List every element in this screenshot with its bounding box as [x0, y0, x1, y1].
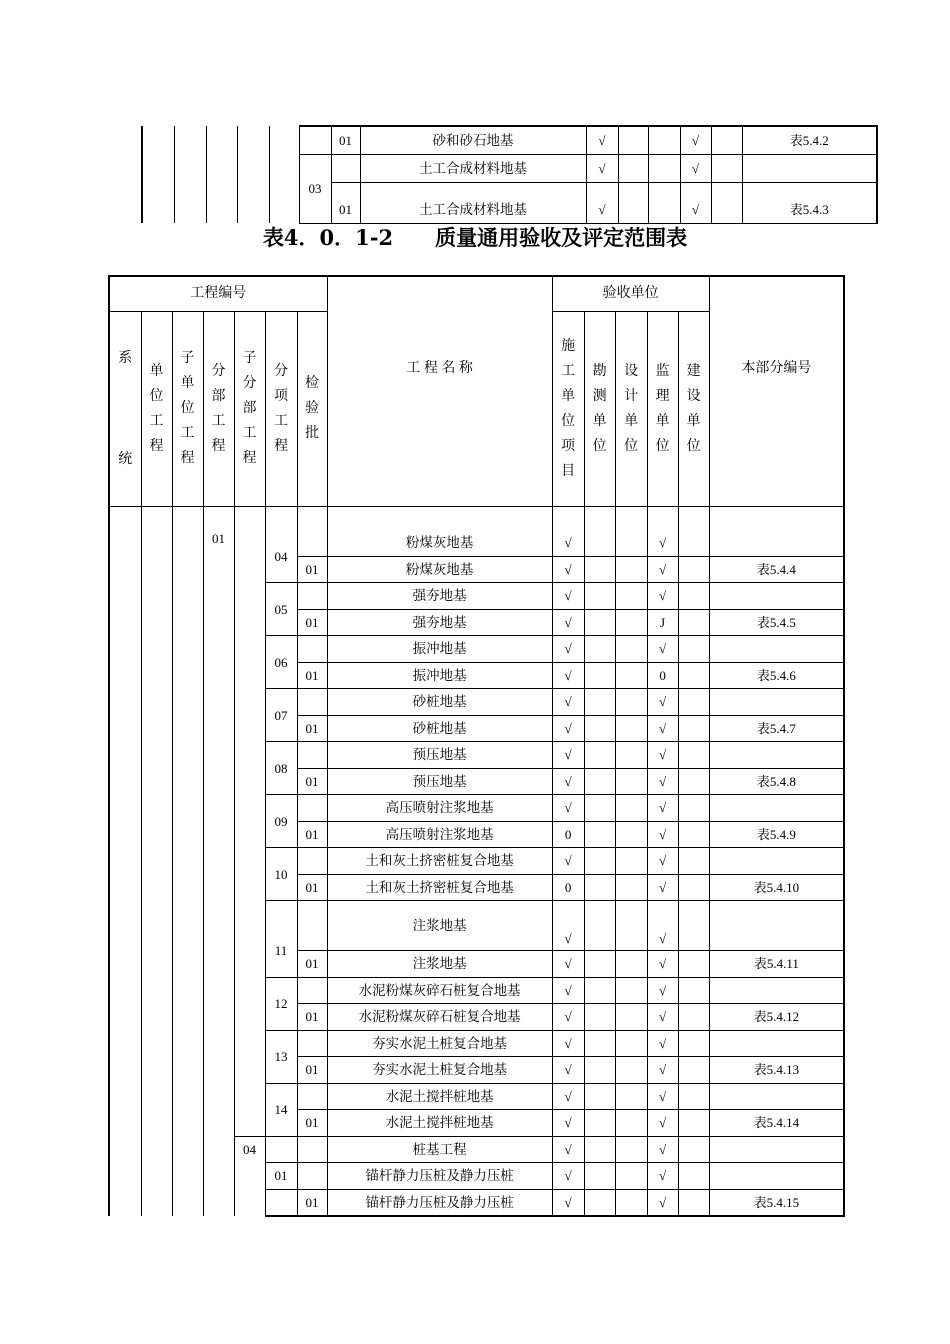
- check-cell: [678, 583, 709, 610]
- section-code-cell: [742, 154, 877, 182]
- check-cell: [584, 715, 615, 742]
- check-cell: [615, 768, 647, 795]
- check-cell: √: [552, 951, 584, 978]
- check-cell: [678, 1004, 709, 1031]
- inspection-batch-cell: [297, 506, 327, 556]
- check-cell: 0: [647, 662, 678, 689]
- inspection-batch-cell: 01: [297, 556, 327, 583]
- division-header: [203, 311, 234, 506]
- inspection-batch-cell: [297, 583, 327, 610]
- sub-unit-project-header-label: 子单位工程: [180, 351, 195, 466]
- section-code-cell: 表5.4.6: [709, 662, 844, 689]
- check-cell: [678, 1110, 709, 1137]
- sub-item-cell: [299, 126, 331, 154]
- check-cell: [678, 901, 709, 951]
- check-cell: [584, 874, 615, 901]
- table-header: [109, 276, 844, 506]
- check-cell: √: [647, 506, 678, 556]
- project-numbering-header: 工程编号: [109, 276, 327, 311]
- check-cell: J: [647, 609, 678, 636]
- item-name-cell: 桩基工程: [327, 1136, 552, 1163]
- inspection-batch-cell: 01: [297, 1057, 327, 1084]
- sub-item-cell: 09: [265, 795, 297, 848]
- unit-project-header-label: 单位工程: [149, 363, 164, 454]
- inspection-batch-cell: 01: [297, 1004, 327, 1031]
- check-cell: [615, 977, 647, 1004]
- check-cell: √: [647, 821, 678, 848]
- check-cell: [711, 154, 742, 182]
- unit-project-cell: [174, 126, 206, 223]
- check-cell: [678, 715, 709, 742]
- sub-item-cell: 03: [299, 154, 331, 223]
- check-cell: [678, 768, 709, 795]
- table-row: [109, 506, 844, 556]
- check-cell: √: [647, 1110, 678, 1137]
- inspection-batch-cell: [297, 848, 327, 875]
- check-cell: [615, 1030, 647, 1057]
- sub-item-cell: 05: [265, 583, 297, 636]
- check-cell: [584, 1030, 615, 1057]
- check-cell: [615, 795, 647, 822]
- section-code-cell: [709, 742, 844, 769]
- item-name-cell: 水泥土搅拌桩地基: [327, 1110, 552, 1137]
- supervision-unit-header: [647, 311, 678, 506]
- item-name-cell: 夯实水泥土桩复合地基: [327, 1057, 552, 1084]
- check-cell: √: [647, 951, 678, 978]
- check-cell: [678, 662, 709, 689]
- check-cell: [615, 715, 647, 742]
- sub-unit-project-cell: [172, 506, 203, 1216]
- check-cell: [615, 901, 647, 951]
- section-code-cell: [709, 506, 844, 556]
- check-cell: [615, 742, 647, 769]
- check-cell: √: [552, 768, 584, 795]
- sub-item-cell: 01: [265, 1163, 297, 1190]
- inspection-batch-cell: [297, 1163, 327, 1190]
- check-cell: [678, 848, 709, 875]
- check-cell: [615, 506, 647, 556]
- check-cell: √: [552, 1083, 584, 1110]
- unit-project-header: [141, 311, 172, 506]
- item-name-cell: 注浆地基: [327, 951, 552, 978]
- check-cell: [584, 768, 615, 795]
- check-cell: [615, 848, 647, 875]
- check-cell: [678, 951, 709, 978]
- check-cell: [678, 1030, 709, 1057]
- check-cell: [584, 1189, 615, 1216]
- check-cell: √: [647, 742, 678, 769]
- section-code-cell: [709, 1030, 844, 1057]
- check-cell: [584, 821, 615, 848]
- check-cell: √: [647, 1163, 678, 1190]
- section-code-cell: [709, 795, 844, 822]
- check-cell: [615, 821, 647, 848]
- table-title: 表4．0．1-2 质量通用验收及评定范围表: [262, 225, 688, 250]
- inspection-batch-cell: 01: [297, 715, 327, 742]
- sub-item-cell: 10: [265, 848, 297, 901]
- item-name-cell: 土工合成材料地基: [360, 182, 586, 223]
- check-cell: [678, 1057, 709, 1084]
- sub-unit-project-header: [172, 311, 203, 506]
- check-cell: √: [647, 556, 678, 583]
- check-cell: √: [647, 1083, 678, 1110]
- check-cell: [615, 1110, 647, 1137]
- sub-division-cell: [269, 126, 299, 223]
- section-code-cell: [709, 1083, 844, 1110]
- check-cell: √: [647, 1030, 678, 1057]
- inspection-batch-header-label: 检验批: [305, 376, 320, 441]
- check-cell: √: [647, 848, 678, 875]
- check-cell: √: [647, 1004, 678, 1031]
- inspection-batch-cell: 01: [297, 662, 327, 689]
- check-cell: √: [586, 182, 618, 223]
- check-cell: [618, 182, 648, 223]
- section-code-cell: [709, 583, 844, 610]
- item-name-cell: 强夯地基: [327, 609, 552, 636]
- construction-unit-header-label: 施工单位项目: [561, 338, 576, 479]
- project-name-header: 工 程 名 称: [327, 276, 552, 506]
- check-cell: √: [647, 715, 678, 742]
- check-cell: √: [680, 126, 711, 154]
- inspection-batch-cell: [297, 689, 327, 716]
- check-cell: [678, 977, 709, 1004]
- check-cell: √: [552, 1110, 584, 1137]
- section-code-cell: 表5.4.9: [709, 821, 844, 848]
- check-cell: [678, 821, 709, 848]
- item-name-cell: 高压喷射注浆地基: [327, 795, 552, 822]
- item-name-cell: 振冲地基: [327, 662, 552, 689]
- section-code-cell: 表5.4.13: [709, 1057, 844, 1084]
- check-cell: [584, 795, 615, 822]
- inspection-batch-cell: [297, 977, 327, 1004]
- inspection-batch-cell: [297, 795, 327, 822]
- check-cell: [584, 636, 615, 663]
- check-cell: [584, 901, 615, 951]
- header-row: [109, 276, 844, 311]
- sub-item-header-label: 分项工程: [274, 363, 288, 454]
- check-cell: √: [647, 1057, 678, 1084]
- unit-project-cell: [141, 506, 172, 1216]
- check-cell: √: [552, 1163, 584, 1190]
- check-cell: [615, 1189, 647, 1216]
- section-code-cell: 表5.4.12: [709, 1004, 844, 1031]
- item-name-cell: 预压地基: [327, 768, 552, 795]
- sub-division-header-label: 子分部工程: [242, 351, 257, 466]
- item-name-cell: 粉煤灰地基: [327, 506, 552, 556]
- check-cell: [615, 609, 647, 636]
- design-unit-header: [615, 311, 647, 506]
- section-code-cell: 表5.4.14: [709, 1110, 844, 1137]
- check-cell: [584, 1163, 615, 1190]
- item-name-cell: 水泥粉煤灰碎石桩复合地基: [327, 977, 552, 1004]
- item-name-cell: 夯实水泥土桩复合地基: [327, 1030, 552, 1057]
- inspection-batch-cell: 01: [297, 951, 327, 978]
- check-cell: [678, 1163, 709, 1190]
- check-cell: √: [647, 1189, 678, 1216]
- check-cell: [711, 126, 742, 154]
- check-cell: √: [552, 506, 584, 556]
- check-cell: √: [552, 636, 584, 663]
- section-code-cell: [709, 901, 844, 951]
- item-name-cell: 砂桩地基: [327, 715, 552, 742]
- section-code-cell: [709, 689, 844, 716]
- design-unit-header-label: 设计单位: [624, 363, 639, 454]
- check-cell: [648, 154, 680, 182]
- check-cell: √: [647, 768, 678, 795]
- item-name-cell: 土工合成材料地基: [360, 154, 586, 182]
- check-cell: [648, 126, 680, 154]
- check-cell: [584, 583, 615, 610]
- inspection-batch-cell: 01: [331, 182, 360, 223]
- check-cell: [678, 689, 709, 716]
- inspection-batch-cell: [297, 1030, 327, 1057]
- check-cell: √: [647, 1136, 678, 1163]
- division-cell: [237, 126, 269, 223]
- check-cell: [584, 1136, 615, 1163]
- supervision-unit-header-label: 监理单位: [655, 363, 670, 454]
- section-code-cell: 表5.4.3: [742, 182, 877, 223]
- check-cell: √: [647, 689, 678, 716]
- survey-unit-header-label: 勘测单位: [592, 363, 607, 454]
- check-cell: √: [552, 848, 584, 875]
- check-cell: √: [586, 126, 618, 154]
- check-cell: √: [552, 609, 584, 636]
- check-cell: [584, 1110, 615, 1137]
- check-cell: [678, 795, 709, 822]
- sub-item-cell: 14: [265, 1083, 297, 1136]
- sub-division-cell: 04: [234, 1136, 265, 1216]
- check-cell: [584, 1004, 615, 1031]
- check-cell: [584, 506, 615, 556]
- inspection-batch-cell: 01: [297, 768, 327, 795]
- check-cell: [584, 1057, 615, 1084]
- sub-division-cell: [234, 506, 265, 1136]
- check-cell: √: [552, 901, 584, 951]
- check-cell: [615, 1004, 647, 1031]
- item-name-cell: 粉煤灰地基: [327, 556, 552, 583]
- section-code-cell: 表5.4.5: [709, 609, 844, 636]
- sub-item-cell: [265, 1136, 297, 1163]
- inspection-batch-cell: 01: [297, 874, 327, 901]
- item-name-cell: 土和灰土挤密桩复合地基: [327, 874, 552, 901]
- item-name-cell: 锚杆静力压桩及静力压桩: [327, 1189, 552, 1216]
- main-table-body: [109, 506, 844, 1216]
- inspection-batch-cell: [297, 1083, 327, 1110]
- section-code-cell: [709, 848, 844, 875]
- sub-item-cell: 11: [265, 901, 297, 978]
- check-cell: [615, 1163, 647, 1190]
- acceptance-unit-header: 验收单位: [552, 276, 709, 311]
- item-name-cell: 水泥粉煤灰碎石桩复合地基: [327, 1004, 552, 1031]
- check-cell: [615, 689, 647, 716]
- inspection-batch-cell: [297, 1136, 327, 1163]
- check-cell: [615, 583, 647, 610]
- check-cell: √: [647, 977, 678, 1004]
- check-cell: [615, 874, 647, 901]
- item-name-cell: 强夯地基: [327, 583, 552, 610]
- inspection-batch-cell: [331, 154, 360, 182]
- sub-item-cell: 12: [265, 977, 297, 1030]
- item-name-cell: 振冲地基: [327, 636, 552, 663]
- check-cell: [584, 1083, 615, 1110]
- check-cell: [615, 662, 647, 689]
- section-code-cell: 表5.4.7: [709, 715, 844, 742]
- check-cell: [584, 951, 615, 978]
- section-code-cell: [709, 636, 844, 663]
- inspection-batch-cell: [297, 742, 327, 769]
- inspection-batch-cell: [297, 636, 327, 663]
- sub-item-cell: 04: [265, 506, 297, 583]
- check-cell: [678, 1083, 709, 1110]
- section-code-cell: [709, 1136, 844, 1163]
- system-header: [109, 311, 141, 506]
- check-cell: √: [647, 795, 678, 822]
- section-code-cell: 表5.4.11: [709, 951, 844, 978]
- check-cell: √: [647, 901, 678, 951]
- check-cell: [678, 1189, 709, 1216]
- table-row: [142, 126, 877, 154]
- check-cell: √: [680, 182, 711, 223]
- section-code-cell: 表5.4.2: [742, 126, 877, 154]
- check-cell: [584, 662, 615, 689]
- item-name-cell: 水泥土搅拌桩地基: [327, 1083, 552, 1110]
- inspection-batch-cell: 01: [297, 1189, 327, 1216]
- owner-unit-header-label: 建设单位: [686, 363, 701, 454]
- sub-item-cell: 13: [265, 1030, 297, 1083]
- system-cell: [142, 126, 174, 223]
- check-cell: [615, 556, 647, 583]
- check-cell: [584, 556, 615, 583]
- inspection-batch-cell: 01: [297, 1110, 327, 1137]
- check-cell: [615, 1083, 647, 1110]
- sub-item-cell: 06: [265, 636, 297, 689]
- inspection-batch-header: [297, 311, 327, 506]
- section-code-header: 本部分编号: [709, 276, 844, 506]
- check-cell: √: [552, 1030, 584, 1057]
- item-name-cell: 土和灰土挤密桩复合地基: [327, 848, 552, 875]
- check-cell: 0: [552, 821, 584, 848]
- section-code-cell: [709, 1163, 844, 1190]
- check-cell: [615, 1136, 647, 1163]
- check-cell: √: [647, 583, 678, 610]
- check-cell: √: [552, 742, 584, 769]
- item-name-cell: 砂桩地基: [327, 689, 552, 716]
- check-cell: √: [552, 977, 584, 1004]
- check-cell: √: [552, 795, 584, 822]
- inspection-batch-cell: 01: [297, 609, 327, 636]
- check-cell: [584, 742, 615, 769]
- check-cell: [615, 636, 647, 663]
- check-cell: [615, 1057, 647, 1084]
- survey-unit-header: [584, 311, 615, 506]
- check-cell: [584, 977, 615, 1004]
- item-name-cell: 高压喷射注浆地基: [327, 821, 552, 848]
- check-cell: √: [647, 874, 678, 901]
- check-cell: 0: [552, 874, 584, 901]
- item-name-cell: 注浆地基: [327, 901, 552, 951]
- check-cell: √: [552, 689, 584, 716]
- item-name-cell: 砂和砂石地基: [360, 126, 586, 154]
- main-table: [108, 275, 845, 1217]
- check-cell: [678, 506, 709, 556]
- check-cell: [678, 742, 709, 769]
- item-name-cell: 锚杆静力压桩及静力压桩: [327, 1163, 552, 1190]
- system-cell: [109, 506, 141, 1216]
- check-cell: [678, 1136, 709, 1163]
- check-cell: √: [680, 154, 711, 182]
- continued-table: [141, 125, 878, 224]
- check-cell: [678, 874, 709, 901]
- section-code-cell: 表5.4.8: [709, 768, 844, 795]
- system-header-label: 系统: [118, 350, 133, 467]
- check-cell: √: [552, 1136, 584, 1163]
- check-cell: √: [552, 1189, 584, 1216]
- section-code-cell: [709, 977, 844, 1004]
- check-cell: [584, 689, 615, 716]
- check-cell: [584, 609, 615, 636]
- check-cell: √: [552, 583, 584, 610]
- construction-unit-header: [552, 311, 584, 506]
- check-cell: √: [552, 715, 584, 742]
- check-cell: [678, 556, 709, 583]
- check-cell: [618, 126, 648, 154]
- check-cell: √: [586, 154, 618, 182]
- sub-item-cell: [265, 1189, 297, 1216]
- inspection-batch-cell: 01: [297, 821, 327, 848]
- section-code-cell: 表5.4.10: [709, 874, 844, 901]
- sub-division-header: [234, 311, 265, 506]
- check-cell: √: [552, 556, 584, 583]
- check-cell: √: [552, 1004, 584, 1031]
- section-code-cell: 表5.4.15: [709, 1189, 844, 1216]
- section-code-cell: 表5.4.4: [709, 556, 844, 583]
- check-cell: [678, 609, 709, 636]
- check-cell: [678, 636, 709, 663]
- check-cell: [648, 182, 680, 223]
- check-cell: [615, 951, 647, 978]
- sub-unit-project-cell: [206, 126, 237, 223]
- check-cell: [618, 154, 648, 182]
- check-cell: √: [647, 636, 678, 663]
- sub-item-cell: 08: [265, 742, 297, 795]
- continued-table-body: [142, 126, 877, 223]
- check-cell: [711, 182, 742, 223]
- inspection-batch-cell: [297, 901, 327, 951]
- division-header-label: 分部工程: [211, 363, 226, 454]
- item-name-cell: 预压地基: [327, 742, 552, 769]
- check-cell: [584, 848, 615, 875]
- inspection-batch-cell: 01: [331, 126, 360, 154]
- division-cell: 01: [203, 506, 234, 1216]
- owner-unit-header: [678, 311, 709, 506]
- check-cell: √: [552, 662, 584, 689]
- sub-item-cell: 07: [265, 689, 297, 742]
- check-cell: √: [552, 1057, 584, 1084]
- sub-item-header: [265, 311, 297, 506]
